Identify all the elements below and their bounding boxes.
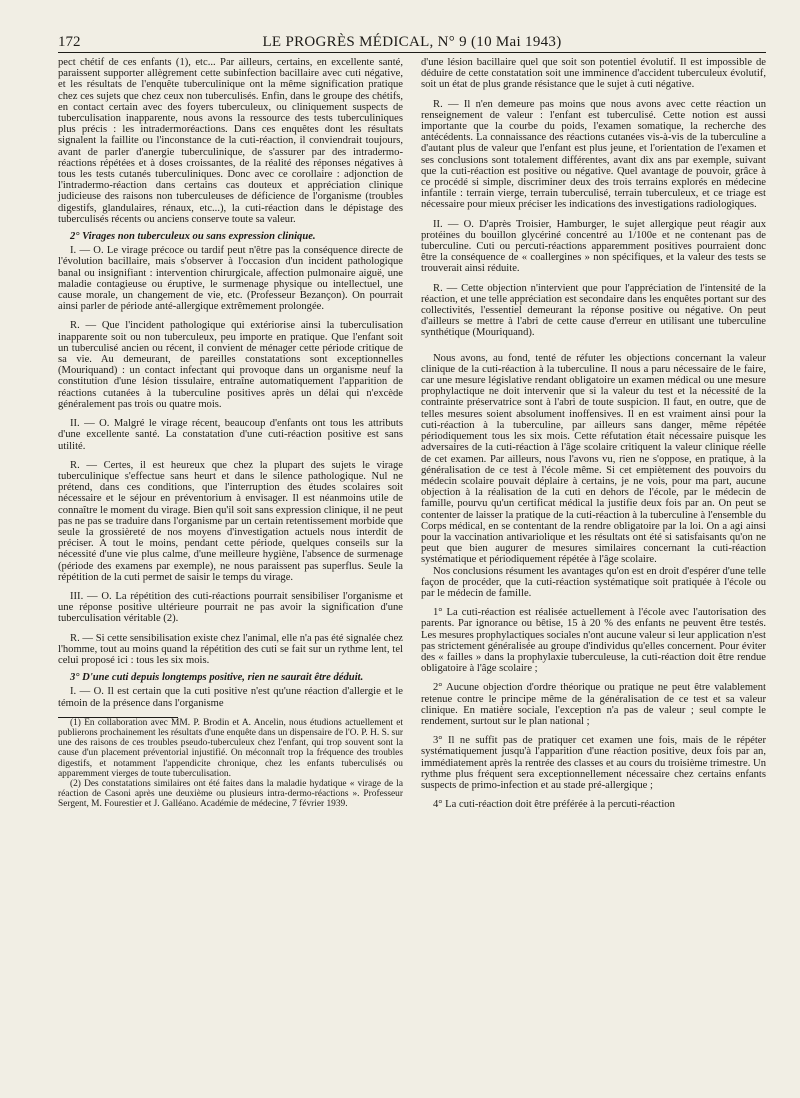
paragraph: pect chétif de ces enfants (1), etc... Par ailleurs, certains, en excellente santé, paraissent supporter allègrement cette subinfection bacillaire avec cuti négative, et les résultats de l'enquête tuberculinique ont la même signification pratique chez ces sujets que chez ceux non tuberculisés. Enfin, dans le groupe des chétifs, en contact certain avec des foyers tuberculeux, ou cliniquement suspects de tuberculisation inapparente, nous avons la ressource des tests tuberculiniques plus précis : les intradermoréactions. Dans ces enquêtes dont les résultats signalent la faillite ou l'inconstance de la cuti-réaction, il conviendrait toujours, avant de parler d'anergie tuberculinique, de s'assurer par des intradermo-réactions répétées et à doses croissantes, de la réalité des réponses négatives à tous les tests cutanés tuberculiniques. Donc avec ce corollaire : adjonction de l'intradermo-réaction dans certains cas douteux et appréciation clinique judicieuse des raisons non tuberculeuses de déficience de l'organisme (troubles digestifs, glandulaires, rénaux, etc...), la cuti-réaction dans le dépistage des tuberculisés récents ou anciens conserve toute sa valeur. (58, 57, 403, 225)
header-rule (58, 52, 766, 53)
paragraph: I. — O. Le virage précoce ou tardif peut n'être pas la conséquence directe de l'évolution bacillaire, mais s'observer à l'occasion d'un incident pathologique banal ou insignifiant : intervention chirurgicale, affection pulmonaire aiguë, une maladie contagieuse ou éruptive, le surmenage physique ou intellectuel, une cause morale, un changement de vie, etc. (Professeur Bezançon). On pourrait ainsi parler de période anté-allergique extrêmement prolongée. (58, 245, 403, 313)
paragraph: 4° La cuti-réaction doit être préférée à la percuti-réaction (433, 799, 675, 811)
paragraph: d'une lésion bacillaire quel que soit son potentiel évolutif. Il est impossible de déduire de cette constatation soit une imminence d'accident tuberculeux évolutif, soit un état de plus grande résistance que le sujet à cuti négative. (421, 57, 766, 91)
running-title: LE PROGRÈS MÉDICAL, N° 9 (10 Mai 1943) (262, 34, 562, 50)
footnote: (2) Des constatations similaires ont été faites dans la maladie hydatique « virage de la réaction de Casoni après une deuxième ou plusieurs intra-dermo-réactions ». Professeur Sergent, M. Fourestier et J. Galléano. Académie de médecine, 7 février 1939. (58, 778, 403, 810)
two-column-body (58, 57, 766, 810)
paragraph: R. — Si cette sensibilisation existe chez l'animal, elle n'a pas été signalée chez l'homme, tout au moins quand la répétition des cuti se fait sur un rythme lent, tel celui proposé ici : tous les six mois. (58, 632, 403, 666)
paragraph: 3° Il ne suffit pas de pratiquer cet examen une fois, mais de le répéter systématiquement jusqu'à l'apparition d'une réaction positive, deux fois par an, immédiatement après la rentrée des classes et au cours du troisième trimestre. Un rythme plus fréquent sera exceptionnellement nécessaire chez certains enfants suspects de primo-infection et au stade pré-allergique ; (421, 735, 766, 791)
paragraph: R. — Certes, il est heureux que chez la plupart des sujets le virage tuberculinique s'effectue sans heurt et dans le silence pathologique. Nul ne prétend, dans ces conditions, que l'interruption des études scolaires soit nécessaire et le séjour en préventorium à envisager. Il est néanmoins utile de connaître le moment du virage. Bien qu'il soit sans expression clinique, il ne peut pas ne pas se traduire dans l'organisme par un certain retentissement morbide que seule la grossièreté de nos moyens d'investigation actuels nous interdit de préciser. A tout le moins, pendant cette période, quelques conseils sur la nécessité d'une vie plus calme, d'une meilleure hygiène, l'absence de surmenage (période des examens par exemple), ne nous paraissent pas superflus. Seule la répétition de la cuti permet de saisir le temps du virage. (58, 459, 403, 583)
page-number: 172 (58, 34, 81, 50)
paragraph: R. — Que l'incident pathologique qui extériorise ainsi la tuberculisation inapparente soit ou non tuberculeux, peu importe en pratique. Que l'enfant soit un tuberculisé ancien ou récent, il convient de ménager cette période critique de sa vie. Au demeurant, de pareilles constatations sont exceptionnelles (Mouriquand) : un contact infectant qui provoque dans un organisme neuf la constitution d'une lésion tissulaire, entraîne automatiquement l'apparition de réactions cutanées à la tuberculine positives après un délai qui n'excède généralement pas trois ou quatre mois. (58, 320, 403, 410)
section-heading: 2° Virages non tuberculeux ou sans expression clinique. (70, 231, 316, 243)
left-column (58, 57, 403, 810)
paragraph: II. — O. D'après Troisier, Hamburger, le sujet allergique peut réagir aux protéines du bouillon glycériné concentré au 1/100e et ne contenant pas de tuberculine. Cuti ou percuti-réactions apparemment positives pourraient donc être la conséquence de « coallergines » non spécifiques, et la valeur des tests se trouverait ainsi réduite. (421, 218, 766, 275)
paragraph: III. — O. La répétition des cuti-réactions pourrait sensibiliser l'organisme et une réponse positive ultérieure pourrait ne pas avoir la signification d'une tuberculisation véritable (2). (58, 590, 403, 625)
paragraph: R. — Cette objection n'intervient que pour l'appréciation de l'intensité de la réaction, et une telle appréciation est secondaire dans les enquêtes portant sur des collectivités, l'essentiel demeurant la réponse positive ou négative. On peut d'ailleurs se mettre à l'abri de cette cause d'erreur en utilisant une tuberculine synthétique (Mouriquand). (421, 282, 766, 339)
page-header (58, 30, 766, 50)
section-heading: 3° D'une cuti depuis longtemps positive, rien ne saurait être déduit. (70, 672, 364, 684)
paragraph: 1° La cuti-réaction est réalisée actuellement à l'école avec l'autorisation des parents. Par ignorance ou bêtise, 15 à 20 % des enfants ne peuvent être testés. Les mesures prophylactiques sociales n'ont aucune valeur si leur application n'est pas strictement généralisée au groupe d'individus qu'elles concernent. Pour éviter des « failles » dans la prophylaxie tuberculeuse, la cuti-réaction doit être rendue obligatoire à l'âge scolaire ; (421, 607, 766, 675)
paragraph: R. — Il n'en demeure pas moins que nous avons avec cette réaction un renseignement de valeur : l'enfant est tuberculisé. Cette notion est aussi importante que la courbe du poids, l'examen somatique, la recherche des antécédents. La connaissance des réactions cutanées vis-à-vis de la tuberculine a d'autant plus de valeur que l'enfant est plus jeune, et l'orientation de l'examen et ses conclusions sont totalement différentes, avant dix ans par exemple, suivant que la cuti-réaction est positive ou négative. Quel avantage de pouvoir, grâce à ce procédé si simple, discriminer deux des trois terrains explorés en médecine infantile : terrain vierge, terrain tuberculisé, terrain tuberculeux, et ce triage est nécessaire pour mieux préciser les indications des investigations radiologiques. (421, 98, 766, 211)
right-column (421, 57, 766, 810)
paragraph: II. — O. Malgré le virage récent, beaucoup d'enfants ont tous les attributs d'une excellente santé. La constatation d'une cuti-réaction positive est sans utilité. (58, 418, 403, 452)
paragraph: Nos conclusions résument les avantages qu'on est en droit d'espérer d'une telle façon de procéder, que la cuti-réaction systématique soit pratiquée à l'école ou par le médecin de famille. (421, 565, 766, 599)
paragraph: Nous avons, au fond, tenté de réfuter les objections concernant la valeur clinique de la cuti-réaction à la tuberculine. Il nous a paru nécessaire de le faire, car une mesure législative rendant obligatoire un examen médical ou une mesure prophylactique ne doit intervenir que si la valeur du test et la nécessité de la contrainte préservatrice sont à l'abri de toute suspicion. Il faut, en outre, que de telles mesures soient absolument inoffensives. Il en est vraiment ainsi pour la cuti-réaction à la tuberculine, par ailleurs sans danger, même répétée périodiquement tous les six mois. Cette réfutation était nécessaire puisque les adversaires de la cuti-réaction à l'âge scolaire critiquent la valeur clinique réelle de cet examen. Par ailleurs, nous l'avons vu, rien ne s'oppose, en pratique, à la généralisation de ce test à l'école même. Si cet empiètement des pouvoirs du médecin scolaire pouvait déplaire à certains, je ne vois, pour ma part, aucune objection à la réalisation de la cuti en dehors de l'école, par le médecin de famille, pourvu qu'un certificat médical la justifie deux fois par an. On peut se contenter de laisser la pratique de la cuti-réaction à la tuberculine à l'ensemble du Corps médical, en se contentant de la rendre obligatoire par la loi. On a agi ainsi pour la vaccination antivariolique et les résultats ont été si satisfaisants qu'on ne peut que bien augurer de mesures similaires concernant la cuti-réaction systématique et périodiquement répétée à l'âge scolaire. (421, 352, 766, 566)
paragraph: I. — O. Il est certain que la cuti positive n'est qu'une réaction d'allergie et le témoin de la présence dans l'organisme (58, 686, 403, 709)
footnote: (1) En collaboration avec MM. P. Brodin et A. Ancelin, nous étudions actuellement et publierons prochainement les résultats d'une enquête dans un dispensaire de l'O. P. H. S. sur une des raisons de ces troubles pseudo-tuberculeux chez l'enfant, qui trop souvent sont la cause d'un placement préventorial injustifié. On méconnaît trop la fréquence des troubles digestifs, et notamment l'appendicite chronique, chez les enfants tuberculisés ou apparemment vierges de toute tuberculisation. (58, 717, 403, 779)
paragraph: 2° Aucune objection d'ordre théorique ou pratique ne peut être valablement retenue contre le principe même de la généralisation de ce test et sa valeur clinique. En matière sociale, l'exception n'a pas de valeur ; seul compte le rendement, surtout sur le plan national ; (421, 682, 766, 727)
